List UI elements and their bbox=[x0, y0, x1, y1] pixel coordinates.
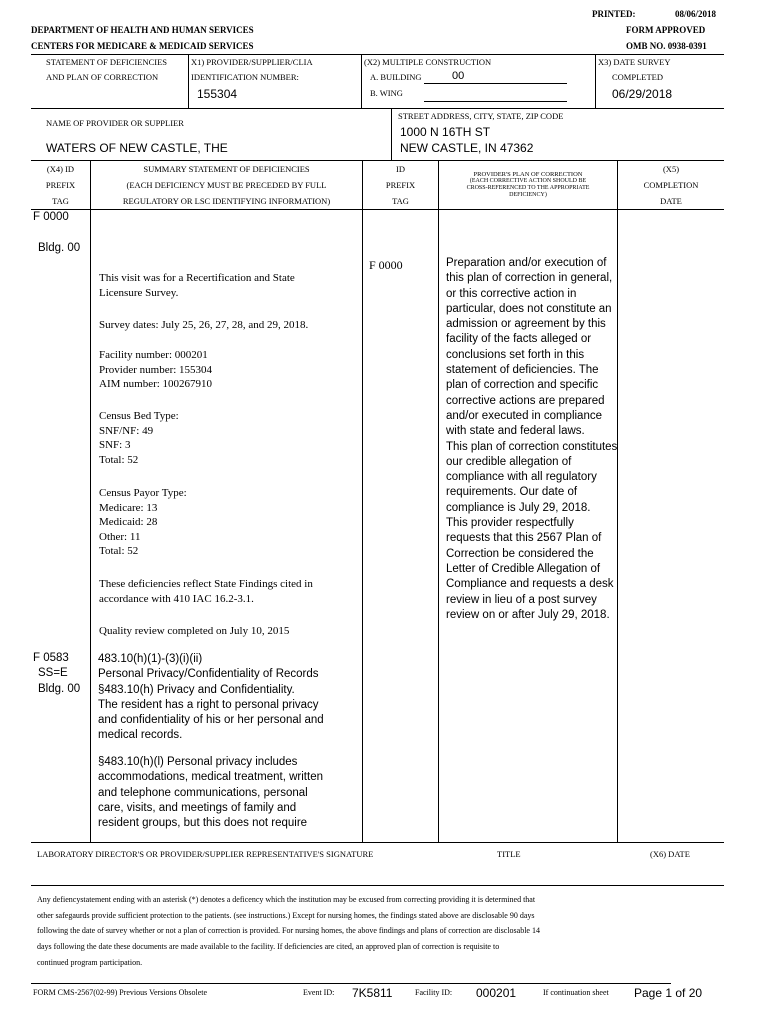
bldg-label-1: Bldg. 00 bbox=[38, 242, 81, 254]
title-label: TITLE bbox=[497, 849, 521, 859]
columns-header-bottom-line bbox=[31, 209, 724, 210]
survey-date-value: 06/29/2018 bbox=[612, 87, 673, 101]
summary-paragraph-7: Quality review completed on July 10, 2015 bbox=[99, 625, 290, 637]
wing-underline bbox=[424, 101, 567, 102]
provider-id-value: 155304 bbox=[197, 87, 238, 101]
col-divider-3 bbox=[438, 160, 439, 842]
disclaimer-line-4: days following the date these documents are made available to the facility. If deficiencies are cited, an approved plan of correction is requisite to bbox=[37, 942, 500, 951]
statement-label-1: STATEMENT OF DEFICIENCIES bbox=[46, 57, 168, 67]
disclaimer-line-5: continued program participation. bbox=[37, 958, 143, 967]
disclaimer-bottom-line bbox=[31, 983, 671, 984]
summary-paragraph-6: These deficiencies reflect State Findings cited in accordance with 410 IAC 16.2-3.1. bbox=[99, 578, 313, 605]
disclaimer-line-3: following the date of survey whether or not a plan of correction is provided. For nursing homes, the above findings and plans of correction are disclosable 14 bbox=[37, 926, 540, 935]
page-number: Page 1 of 20 bbox=[634, 986, 703, 1000]
summary-paragraph-4: Census Bed Type: SNF/NF: 49 SNF: 3 Total: 52 bbox=[99, 410, 179, 466]
signature-label: LABORATORY DIRECTOR'S OR PROVIDER/SUPPLIER REPRESENTATIVE'S SIGNATURE bbox=[37, 849, 374, 859]
building-value: 00 bbox=[452, 70, 465, 82]
summary-header-3: REGULATORY OR LSC IDENTIFYING INFORMATION) bbox=[122, 196, 331, 206]
id-block-divider-1 bbox=[188, 54, 189, 108]
summary-paragraph-3: Facility number: 000201 Provider number: 155304 AIM number: 100267910 bbox=[99, 349, 213, 391]
provider-name-label: NAME OF PROVIDER OR SUPPLIER bbox=[46, 118, 184, 128]
tag-f0583: F 0583 bbox=[33, 652, 69, 664]
x1-label-2: IDENTIFICATION NUMBER: bbox=[191, 72, 299, 82]
x6-date-label: (X6) DATE bbox=[650, 849, 690, 859]
address-line-1: 1000 N 16TH ST bbox=[400, 125, 491, 139]
x5-label-2: COMPLETION bbox=[643, 180, 699, 190]
id-label-1: ID bbox=[396, 164, 405, 174]
disclaimer-line-1: Any defiencystatement ending with an asterisk (*) denotes a deficency which the institution may be excused from correcting providing it is determined that bbox=[37, 895, 536, 904]
summary-paragraph-5: Census Payor Type: Medicare: 13 Medicaid: 28 Other: 11 Total: 52 bbox=[99, 487, 187, 558]
statement-label-2: AND PLAN OF CORRECTION bbox=[46, 72, 159, 82]
frame-top-line bbox=[31, 54, 724, 55]
summary-paragraph-2: Survey dates: July 25, 26, 27, 28, and 29, 2018. bbox=[99, 319, 309, 331]
tag-f0000-left: F 0000 bbox=[33, 211, 69, 223]
facility-id-label: Facility ID: bbox=[415, 988, 453, 997]
omb-number: OMB NO. 0938-0391 bbox=[626, 41, 707, 51]
signature-bottom-line bbox=[31, 885, 724, 886]
address-label: STREET ADDRESS, CITY, STATE, ZIP CODE bbox=[398, 111, 564, 121]
x5-label-3: DATE bbox=[660, 196, 682, 206]
form-approved: FORM APPROVED bbox=[626, 25, 706, 35]
summary-paragraph-1: This visit was for a Recertification and State Licensure Survey. bbox=[99, 272, 295, 299]
plan-header-3: CROSS-REFERENCED TO THE APPROPRIATE bbox=[466, 185, 590, 191]
bldg-label-2: Bldg. 00 bbox=[38, 683, 81, 695]
summary-paragraph-9: §483.10(h)(l) Personal privacy includes accommodations, medical treatment, written and telephone communications, personal care, visits, and meetings of family and resident groups, but this does not require bbox=[98, 756, 323, 830]
provider-divider bbox=[391, 108, 392, 160]
plan-header-1: PROVIDER'S PLAN OF CORRECTION bbox=[473, 171, 583, 178]
tag-f0000-right: F 0000 bbox=[369, 258, 403, 272]
id-block-divider-3 bbox=[595, 54, 596, 108]
provider-block-bottom-line bbox=[31, 160, 724, 161]
disclaimer-line-2: other safegaurds provide sufficient protection to the patients. (see instructions.) Except for nursing homes, the findings stated above are disclosable 90 days bbox=[37, 911, 535, 920]
id-label-2: PREFIX bbox=[385, 180, 416, 190]
col-divider-1 bbox=[90, 160, 91, 842]
summary-header-2: (EACH DEFICIENCY MUST BE PRECEDED BY FULL bbox=[126, 180, 327, 190]
body-bottom-line bbox=[31, 842, 724, 843]
plan-header-4: DEFICIENCY) bbox=[509, 192, 547, 198]
plan-of-correction-text: Preparation and/or execution of this plan of correction in general, or this corrective action in particular, does not constitute an admission or agreement by this facility of the facts alleged or conclusions set forth in this statement of deficiencies. The plan of correction and specific corrective actions are prepared and/or executed in compliance with state and federal laws. This plan of correction constitutes our credible allegation of compliance with all regulatory requirements. Our date of compliance is July 29, 2018. This provider respectfully requests that this 2567 Plan of Correction be considered the Letter of Credible Allegation of Compliance and requests a desk review in lieu of a post survey review on or after July 29, 2018. bbox=[446, 257, 618, 621]
x3-label-1: X3) DATE SURVEY bbox=[598, 57, 671, 67]
tag-ss-severity: SS=E bbox=[38, 667, 68, 679]
plan-header-2: (EACH CORRECTIVE ACTION SHOULD BE bbox=[469, 178, 587, 184]
printed-date: 08/06/2018 bbox=[675, 9, 717, 19]
wing-label: B. WING bbox=[370, 88, 403, 98]
provider-name-value: WATERS OF NEW CASTLE, THE bbox=[46, 141, 228, 155]
printed-label: PRINTED: bbox=[592, 9, 636, 19]
event-id-label: Event ID: bbox=[303, 988, 335, 997]
id-block-bottom-line bbox=[31, 108, 724, 109]
id-label-3: TAG bbox=[392, 196, 409, 206]
building-underline bbox=[424, 83, 567, 84]
centers-title: CENTERS FOR MEDICARE & MEDICAID SERVICES bbox=[31, 41, 254, 51]
address-line-2: NEW CASTLE, IN 47362 bbox=[400, 141, 534, 155]
department-title: DEPARTMENT OF HEALTH AND HUMAN SERVICES bbox=[31, 25, 254, 35]
x3-label-2: COMPLETED bbox=[612, 72, 663, 82]
x4-label-2: PREFIX bbox=[45, 180, 76, 190]
x1-label-1: X1) PROVIDER/SUPPLIER/CLIA bbox=[191, 57, 313, 67]
event-id-value: 7K5811 bbox=[352, 986, 393, 1000]
form-number: FORM CMS-2567(02-99) Previous Versions Obsolete bbox=[33, 988, 208, 997]
x5-label-1: (X5) bbox=[662, 164, 680, 174]
id-block-divider-2 bbox=[361, 54, 362, 108]
x4-label-1: (X4) ID bbox=[46, 164, 75, 174]
col-divider-2 bbox=[362, 160, 363, 842]
summary-header-1: SUMMARY STATEMENT OF DEFICIENCIES bbox=[143, 164, 310, 174]
x4-label-3: TAG bbox=[52, 196, 69, 206]
facility-id-value: 000201 bbox=[476, 986, 517, 1000]
continuation-label: If continuation sheet bbox=[543, 988, 609, 997]
building-label: A. BUILDING bbox=[370, 72, 422, 82]
x2-label: (X2) MULTIPLE CONSTRUCTION bbox=[364, 57, 492, 67]
summary-paragraph-8: 483.10(h)(1)-(3)(i)(ii) Personal Privacy/Confidentiality of Records §483.10(h) Privacy and Confidentiality. The resident has a right to personal privacy and confidentiality of his or her personal and medical records. bbox=[98, 653, 324, 742]
